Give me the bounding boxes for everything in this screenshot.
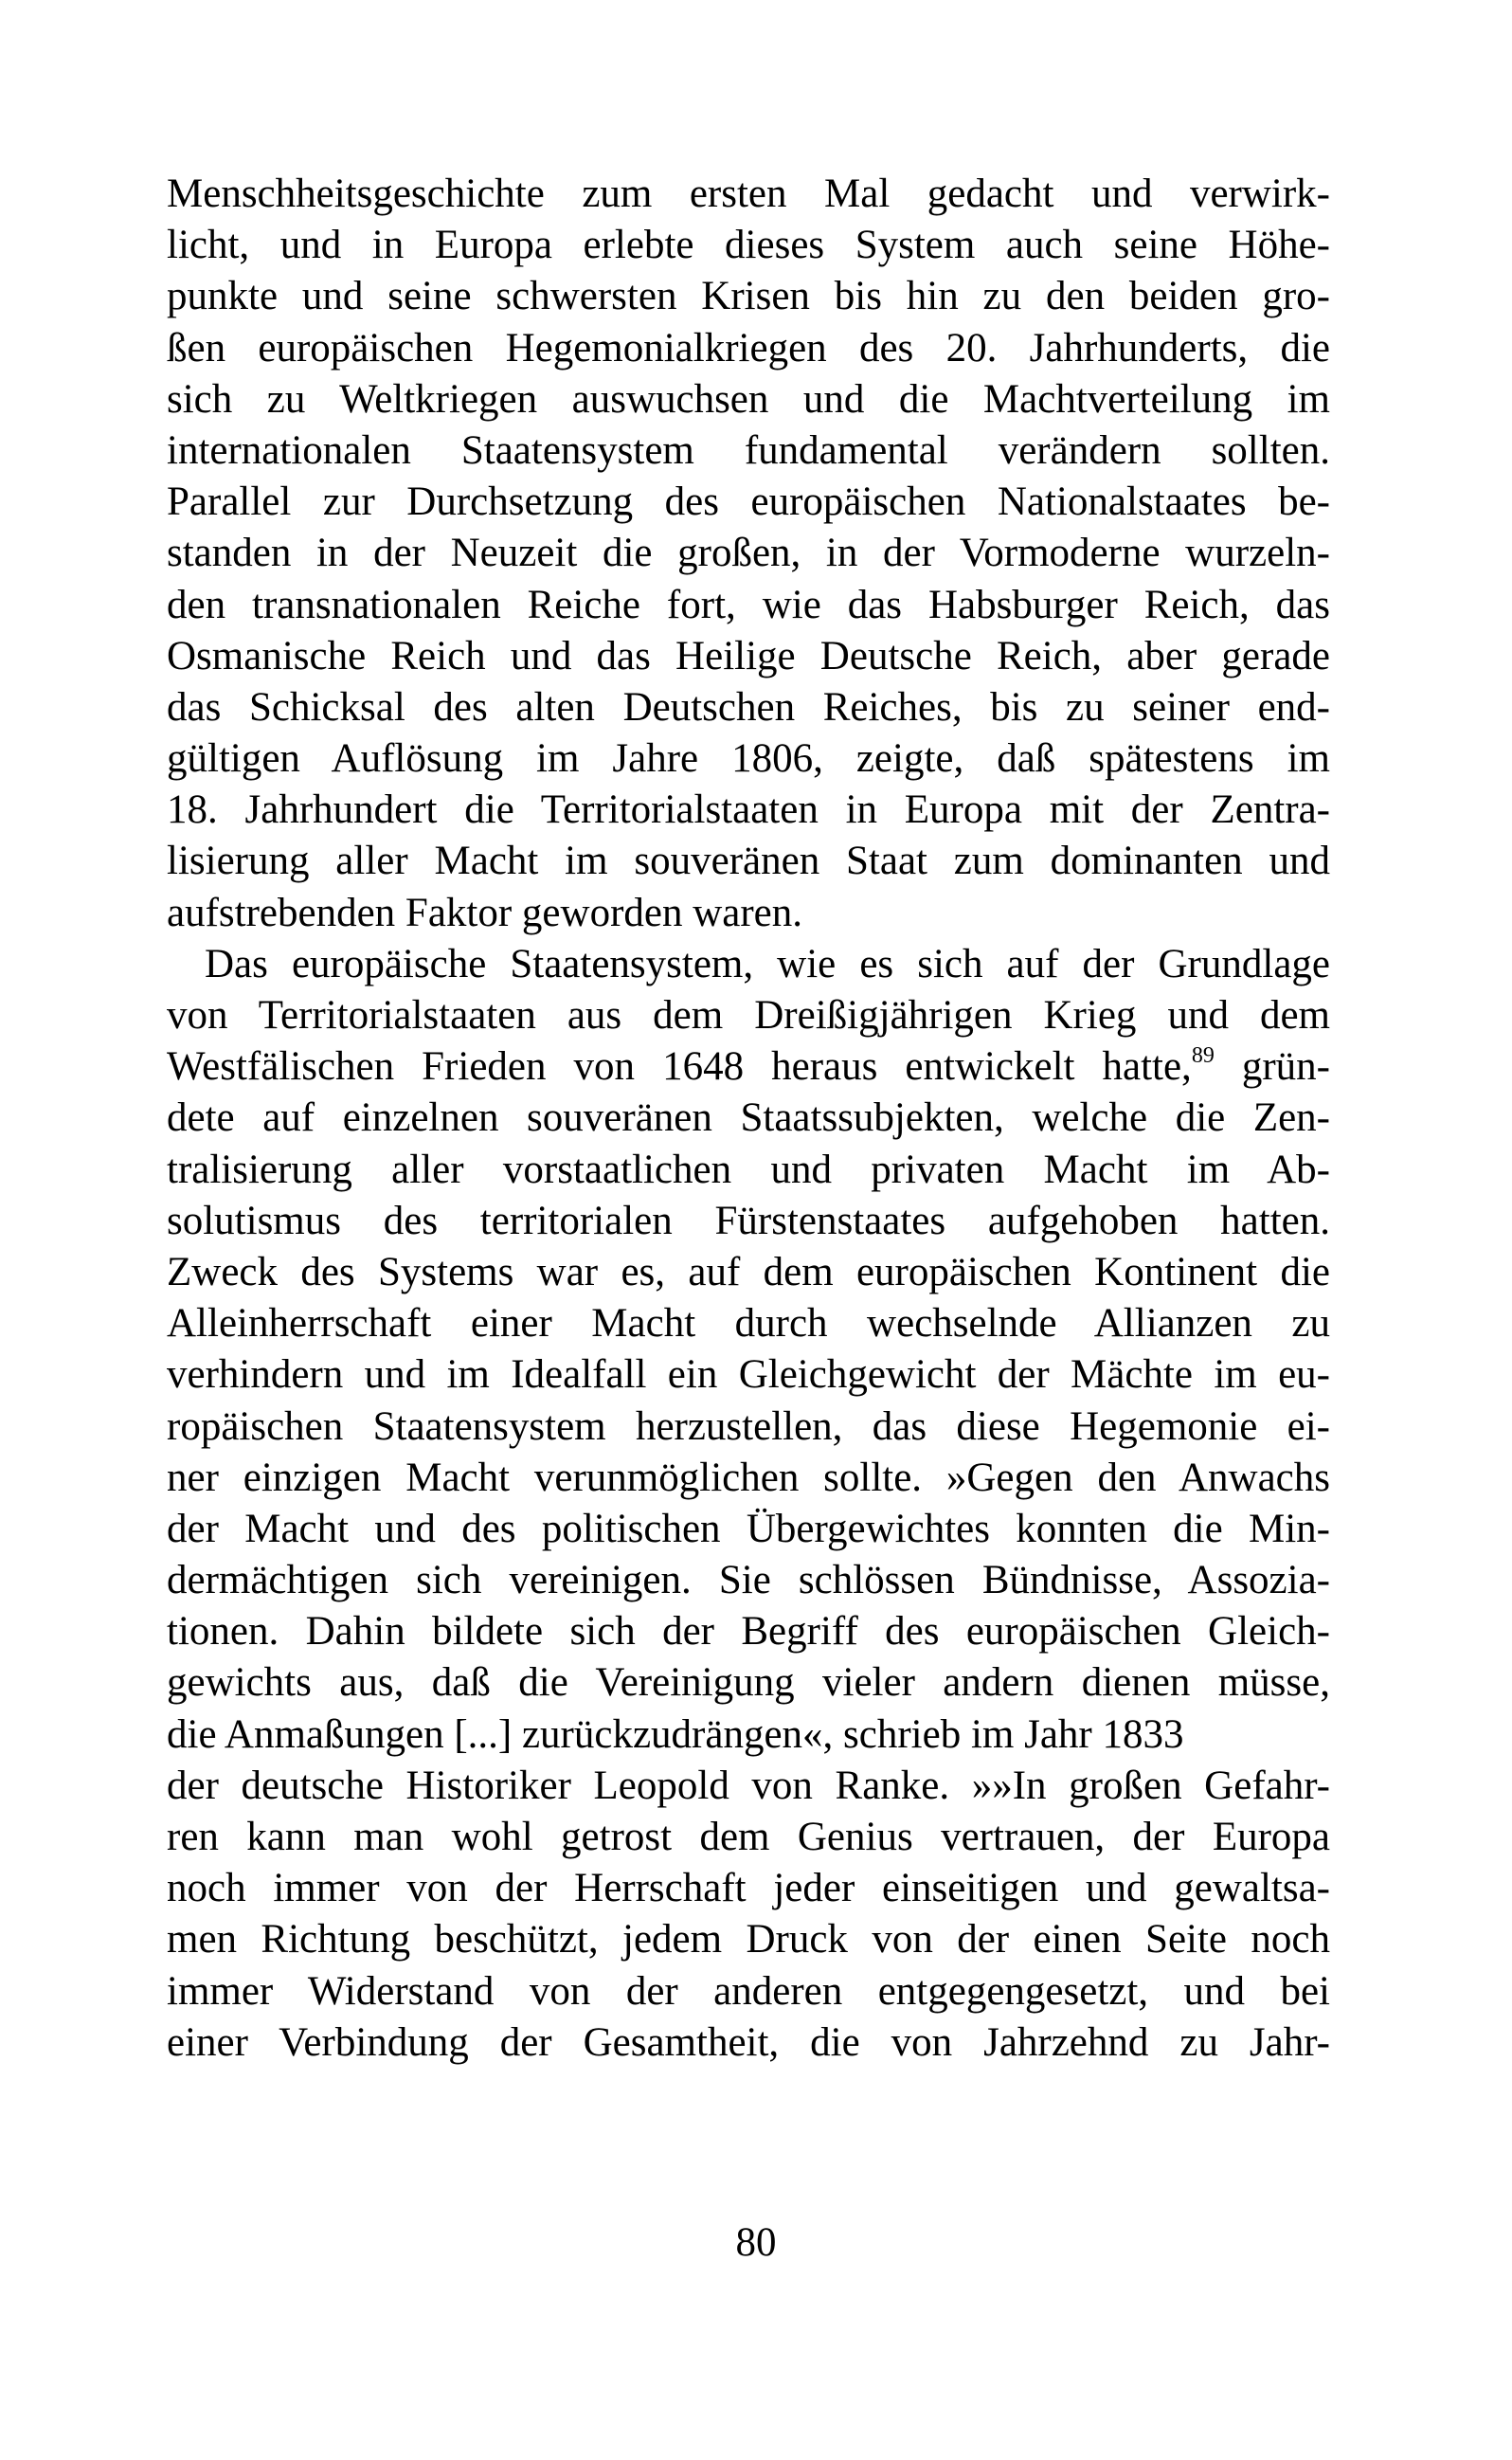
text-line: punkte und seine schwersten Krisen bis hin zu den beiden gro- xyxy=(167,274,1330,319)
text-line: verhindern und im Idealfall ein Gleichgewicht der Mächte im eu- xyxy=(167,1352,1330,1398)
text-line: Parallel zur Durchsetzung des europäischen Nationalstaates be- xyxy=(167,479,1330,525)
text-line: das Schicksal des alten Deutschen Reiches, bis zu seiner end- xyxy=(167,684,1330,730)
text-line: noch immer von der Herrschaft jeder einseitigen und gewaltsa- xyxy=(167,1866,1330,1911)
text-line: lisierung aller Macht im souveränen Staat zum dominanten und xyxy=(167,839,1330,884)
text-line: dermächtigen sich vereinigen. Sie schlössen Bündnisse, Assozia- xyxy=(167,1558,1330,1603)
text-line: sich zu Weltkriegen auswuchsen und die Machtverteilung im xyxy=(167,376,1330,422)
page-number: 80 xyxy=(735,2220,777,2265)
text-line: der Macht und des politischen Übergewichtes konnten die Min- xyxy=(167,1506,1330,1551)
text-line: tionen. Dahin bildete sich der Begriff des europäischen Gleich- xyxy=(167,1609,1330,1655)
text-line: aufstrebenden Faktor geworden waren. xyxy=(167,890,803,935)
text-line: einer Verbindung der Gesamtheit, die von Jahrzehnd zu Jahr- xyxy=(167,2019,1330,2065)
text-line: standen in der Neuzeit die großen, in der Vormoderne wurzeln- xyxy=(167,531,1330,576)
text-line: ner einzigen Macht verunmöglichen sollte. »Gegen den Anwachs xyxy=(167,1455,1330,1500)
text-line: men Richtung beschützt, jedem Druck von der einen Seite noch xyxy=(167,1917,1330,1963)
text-line: gültigen Auflösung im Jahre 1806, zeigte, daß spätestens im xyxy=(167,736,1330,782)
text-line: Zweck des Systems war es, auf dem europäischen Kontinent die xyxy=(167,1249,1330,1294)
text-line: immer Widerstand von der anderen entgegengesetzt, und bei xyxy=(167,1968,1330,2014)
text-line: tralisierung aller vorstaatlichen und privaten Macht im Ab- xyxy=(167,1147,1330,1192)
text-line: der deutsche Historiker Leopold von Ranke. »»In großen Gefahr- xyxy=(167,1763,1330,1808)
text-line: ßen europäischen Hegemonialkriegen des 20. Jahrhunderts, die xyxy=(167,325,1330,371)
text-line: gewichts aus, daß die Vereinigung vieler andern dienen müsse, xyxy=(167,1660,1330,1706)
text-line: von Territorialstaaten aus dem Dreißigjährigen Krieg und dem xyxy=(167,993,1330,1038)
text-line: den transnationalen Reiche fort, wie das Habsburger Reich, das xyxy=(167,582,1330,627)
text-line: die Anmaßungen [...] zurückzudrängen«, schrieb im Jahr 1833 xyxy=(167,1711,1184,1757)
footnote-reference[interactable]: 89 xyxy=(1191,1043,1215,1069)
text-line: licht, und in Europa erlebte dieses System auch seine Höhe- xyxy=(167,223,1330,268)
text-line: solutismus des territorialen Fürstenstaates aufgehoben hatten. xyxy=(167,1198,1330,1243)
text-line-with-footnote xyxy=(167,1041,1330,1093)
text-line: Menschheitsgeschichte zum ersten Mal gedacht und verwirk- xyxy=(167,172,1330,216)
text-line: internationalen Staatensystem fundamental verändern sollten. xyxy=(167,427,1330,473)
text-line: ropäischen Staatensystem herzustellen, das diese Hegemonie ei- xyxy=(167,1403,1330,1449)
text-line: ren kann man wohl getrost dem Genius vertrauen, der Europa xyxy=(167,1815,1330,1859)
body-text xyxy=(167,169,1330,2069)
line-text-after-footnote: grün- xyxy=(1241,1044,1330,1090)
text-line: Alleinherrschaft einer Macht durch wechselnde Allianzen zu xyxy=(167,1301,1330,1347)
text-line: Das europäische Staatensystem, wie es sich auf der Grundlage xyxy=(205,941,1330,986)
text-line: 18. Jahrhundert die Territorialstaaten in Europa mit der Zentra- xyxy=(167,787,1330,833)
text-line: dete auf einzelnen souveränen Staatssubjekten, welche die Zen- xyxy=(167,1095,1330,1141)
line-text: Westfälischen Frieden von 1648 heraus entwickelt hatte, xyxy=(167,1044,1192,1090)
text-line: Osmanische Reich und das Heilige Deutsche Reich, aber gerade xyxy=(167,633,1330,678)
